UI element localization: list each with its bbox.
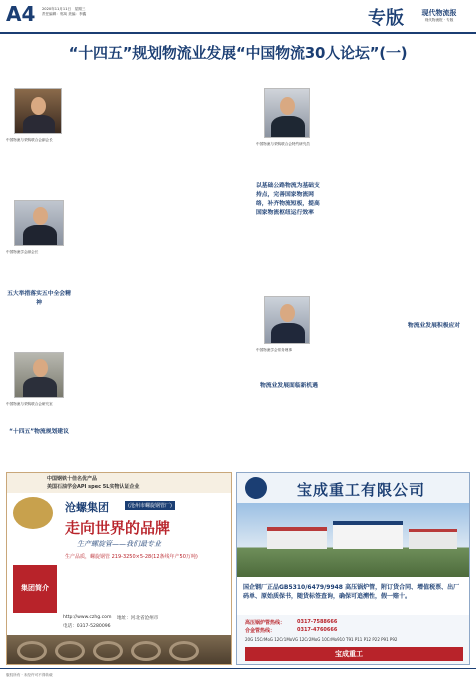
canluo-logo-icon (13, 497, 53, 529)
text-col-3 (172, 84, 254, 468)
issue-editors: 责任编辑：郭凤 美编：李鑫 (42, 12, 87, 16)
section-label: 专版 (368, 8, 404, 29)
ad-left-cert: 美国石油学会API spec 5L实物认证企业 (47, 484, 140, 490)
speaker-caption-4: 中国物流与采购联合会特约研究员 (256, 142, 310, 146)
newspaper-name: 现代物流报 (421, 8, 457, 17)
subhead-1: 五大举措落实五中全会精神 (7, 291, 71, 306)
speaker-photo-4 (264, 88, 310, 138)
newspaper-code: 现代物流报 · 专版 (424, 18, 454, 22)
subhead-2: “十四五”物流规划建议 (9, 429, 69, 435)
ad-right-company: 宝成重工有限公司 (297, 481, 426, 499)
ad-left-body (63, 567, 227, 611)
subhead-4: 物流业发展面临新机遇 (260, 383, 318, 389)
ad-right-specs: 20G 15CrMoG 12Cr1MoVG 12Cr2MoG 10CrMo910 T91 P11 P12 P22 P91 P92 (245, 637, 398, 642)
page-footer (0, 668, 476, 683)
ad-left-website: http://www.czhg.com (63, 615, 112, 620)
speaker-caption-1: 中国物流与采购联合会副会长 (6, 138, 53, 142)
subhead-3: 以基础公路物流为基础支持点，完善国家物流网络，补齐物流短板，提高国家物流枢纽运行效率 (256, 183, 320, 216)
text-col-1b (6, 440, 72, 468)
page-number: A4 (6, 2, 36, 26)
ad-right-hotline-label: 高压锅炉管热线： (245, 620, 286, 626)
subhead-5: 物流业发展积极应对 (407, 323, 461, 329)
ad-right-brand: 宝成重工 (335, 650, 363, 658)
issue-meta (42, 7, 86, 17)
ad-canluo-group (6, 472, 232, 665)
ad-left-product: 生产品质，螺旋钢管 219-3250×5-28(12条线年产50万吨) (65, 554, 198, 560)
speaker-caption-2: 中国物流学会副会长 (6, 250, 39, 254)
ad-left-company: 沧螺集团 (65, 501, 109, 514)
page-header (0, 0, 476, 34)
speaker-photo-5 (264, 296, 310, 344)
speaker-photo-1 (14, 88, 62, 134)
ad-right-sales-label: 合金管热线： (245, 628, 276, 634)
text-col-4b (256, 396, 322, 468)
footer-text: 版权所有 · 未经许可不得转载 (6, 673, 53, 677)
ad-right-products: 国企钢厂正品GB5310/6479/9948 高压锅炉管，附订货合同、增值税票、出厂码单、原始质保书，随货标签查询，确保可追溯性，假一赔十。 (243, 584, 460, 600)
text-col-2 (84, 84, 168, 468)
ad-left-subsidiary: (沧州市螺旋钢管厂) (125, 501, 175, 510)
speaker-photo-3 (14, 352, 64, 398)
ad-right-pipe-photo (245, 647, 463, 661)
ad-left-topbar (7, 473, 232, 493)
ad-baocheng (236, 472, 470, 665)
ad-left-phone: 电话：0317-5280096 (63, 624, 111, 629)
ad-right-contact (237, 615, 470, 665)
ad-right-phone2: 0317-4760666 (297, 627, 338, 633)
ad-left-address: 地址：河北省沧州市 (117, 616, 159, 621)
baocheng-logo-icon (245, 477, 267, 499)
ad-right-phone1: 0317-7588666 (297, 619, 338, 625)
text-col-4a (256, 224, 322, 290)
ad-left-slogan: 走向世界的品牌 (65, 519, 171, 537)
ad-left-group-box (13, 565, 57, 613)
text-col-5 (330, 84, 396, 468)
main-headline: “十四五”规划物流业发展“中国物流30人论坛”(一) (68, 44, 408, 62)
ad-left-group-name: 集团简介 (21, 584, 49, 592)
ad-left-pipes-photo (7, 635, 232, 665)
speaker-photo-2 (14, 200, 64, 246)
text-col-6 (400, 84, 470, 468)
speaker-caption-3: 中国物流与采购联合会研究室 (6, 402, 53, 406)
issue-date: 2020年11月11日 星期三 (42, 7, 86, 11)
speaker-caption-5: 中国物流学会常务理事 (256, 348, 292, 352)
ad-right-topbar (237, 473, 470, 503)
ad-left-tagline: 生产螺旋管——我们最专业 (77, 540, 161, 548)
text-col-1a (6, 304, 72, 348)
ad-right-factory-photo (237, 503, 470, 577)
ad-left-award: 中国钢铁十佳名优产品 (47, 476, 98, 482)
